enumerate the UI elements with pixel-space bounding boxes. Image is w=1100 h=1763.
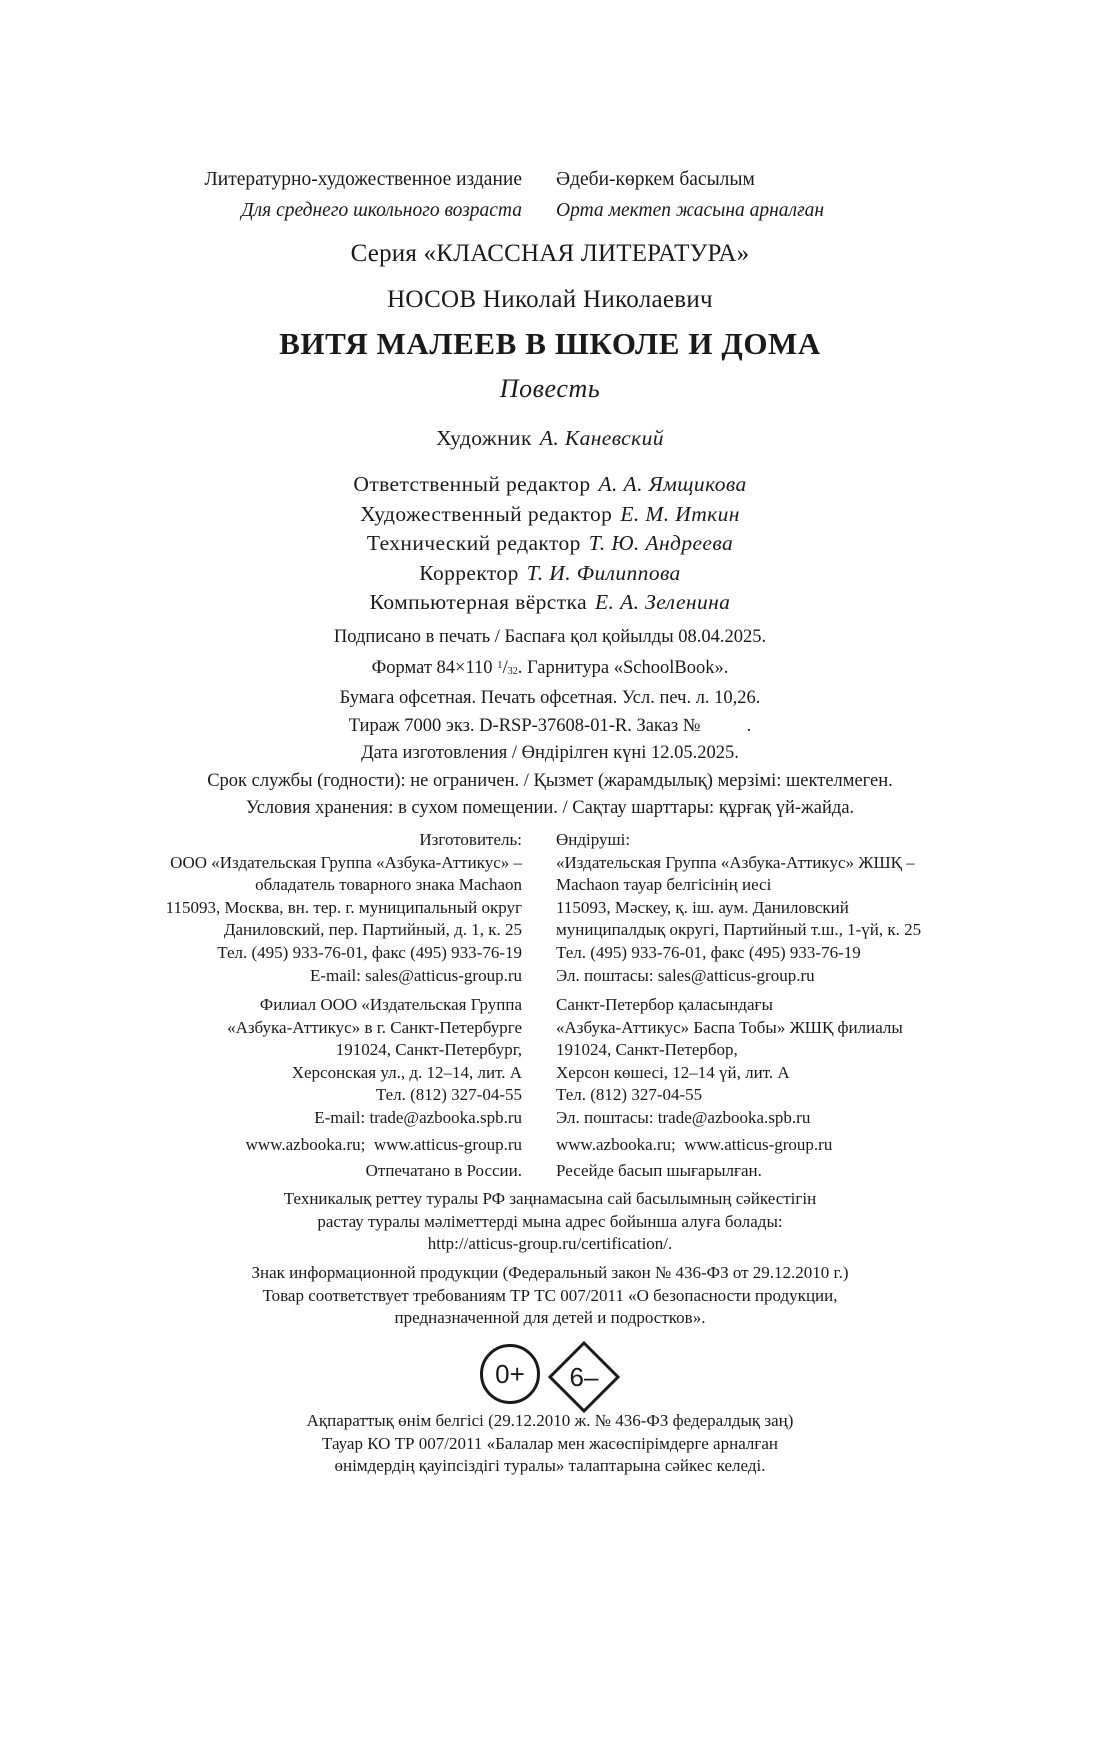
manufacturer-name: ООО «Издательская Группа «Азбука-Аттикус» – (170, 852, 522, 872)
credit-role: Ответственный редактор (353, 472, 591, 496)
phone-line: Тел. (812) 327-04-55 (556, 1085, 703, 1105)
law-line: Товар соответствует требованиям ТР ТС 007/2011 «О безопасности продукции, (262, 1285, 838, 1305)
manufacturer-kz (556, 829, 1100, 987)
printed-in: Ресейде басып шығарылған. (556, 1161, 762, 1181)
branch-ru (0, 994, 556, 1183)
typeface: . Гарнитура «SchoolBook». (517, 657, 729, 678)
law-line: өнімдердің қауіпсіздігі туралы» талаптарына сәйкес келеді. (334, 1456, 766, 1476)
branch-kz (556, 994, 1100, 1183)
manufacturer-block (0, 829, 1100, 987)
manufacturer-ru (0, 829, 556, 987)
phone-line: Тел. (495) 933-76-01, факс (495) 933-76-19 (556, 942, 861, 962)
websites: www.azbooka.ru; www.atticus-group.ru (245, 1134, 522, 1154)
law-note-kz (0, 1410, 1100, 1478)
address-line: Херсонская ул., д. 12–14, лит. А (291, 1062, 522, 1082)
edition-header-ru (0, 164, 556, 226)
age-limit-label: 6– (569, 1361, 599, 1392)
print-run: Тираж 7000 экз. D-RSP-37608-01-R. Заказ № . (348, 715, 752, 736)
author-name: НОСОВ Николай Николаевич (387, 286, 713, 313)
credit-line (0, 559, 1100, 589)
credit-line (0, 529, 1100, 559)
law-line: Тауар КО ТР 007/2011 «Балалар мен жасөспірімдерге арналған (321, 1433, 778, 1453)
websites: www.azbooka.ru; www.atticus-group.ru (556, 1134, 833, 1154)
branch-name: Санкт-Петербор қаласындағы (556, 995, 773, 1014)
email-line: Эл. поштасы: trade@azbooka.spb.ru (556, 1107, 811, 1127)
age-limit-diamond-icon (548, 1341, 620, 1413)
address-line: Даниловский, пер. Партийный, д. 1, к. 25 (223, 920, 522, 940)
credit-role: Художник (436, 426, 532, 450)
credit-line (0, 500, 1100, 530)
paper-line: Бумага офсетная. Печать офсетная. Усл. печ. л. 10,26. (339, 688, 761, 708)
manufacturer-label: Изготовитель: (419, 830, 522, 849)
law-line: предназначенной для детей и подростков». (394, 1308, 706, 1328)
series-name: Серия «КЛАССНАЯ ЛИТЕРАТУРА» (350, 240, 750, 267)
format-size: Формат 84×110 (371, 657, 493, 678)
format-fraction-den: 32 (507, 665, 518, 677)
credit-name: Е. М. Иткин (620, 501, 740, 526)
law-line: Ақпараттық өнім белгісі (29.12.2010 ж. № 436-ФЗ федералдық заң) (306, 1411, 794, 1430)
credit-line (0, 470, 1100, 500)
age-rating-circle-icon: 0+ (480, 1344, 540, 1404)
email-line: E-mail: sales@atticus-group.ru (309, 965, 522, 985)
law-note-ru (0, 1262, 1100, 1330)
format-line: Формат 84×110 $^1/_{32}$. Гарнитура «SchoolBook». (371, 657, 729, 678)
audience-ru: Для среднего школьного возраста (241, 200, 522, 221)
phone-line: Тел. (812) 327-04-55 (375, 1085, 522, 1105)
credit-role: Технический редактор (366, 531, 581, 555)
credit-role: Корректор (419, 560, 519, 585)
age-badges (0, 1341, 1100, 1413)
audience-kz: Орта мектеп жасына арналған (556, 200, 825, 221)
branch-name: Филиал ООО «Издательская Группа (259, 995, 522, 1014)
credit-artist (0, 424, 1100, 454)
edition-header-kz (556, 164, 1100, 226)
shelf-life: Срок службы (годности): не ограничен. / Қызмет (жарамдылық) мерзімі: шектелмеген. (207, 770, 893, 791)
manufacture-date: Дата изготовления / Өндірілген күні 12.05.2025. (361, 743, 739, 763)
credit-role: Художественный редактор (360, 501, 613, 526)
book-genre: Повесть (499, 374, 601, 403)
edition-type-ru: Литературно-художественное издание (204, 169, 522, 190)
address-line: Херсон көшесі, 12–14 үй, лит. А (556, 1062, 790, 1082)
print-details (0, 624, 1100, 823)
address-line: 115093, Мәскеу, қ. іш. аум. Даниловский (556, 897, 849, 917)
credit-line (0, 588, 1100, 618)
trademark-line: Machaon тауар белгісінің иесі (556, 875, 772, 895)
book-title: ВИТЯ МАЛЕЕВ В ШКОЛЕ И ДОМА (279, 326, 821, 361)
manufacturer-label: Өндіруші: (556, 830, 631, 849)
credit-name: Т. Ю. Андреева (588, 531, 734, 555)
email-line: E-mail: trade@azbooka.spb.ru (314, 1107, 522, 1127)
branch-name: «Азбука-Аттикус» Баспа Тобы» ЖШҚ филиалы (556, 1017, 903, 1037)
law-line: Знак информационной продукции (Федеральный закон № 436-ФЗ от 29.12.2010 г.) (251, 1263, 849, 1282)
credit-role: Компьютерная вёрстка (369, 590, 588, 614)
manufacturer-name: «Издательская Группа «Азбука-Аттикус» ЖШҚ – (556, 852, 915, 872)
address-line: 191024, Санкт-Петербор, (556, 1040, 738, 1060)
trademark-line: обладатель товарного знака Machaon (255, 875, 522, 895)
certification-note (0, 1188, 1100, 1256)
edition-type-kz: Әдеби-көркем басылым (556, 169, 755, 190)
storage-conditions: Условия хранения: в сухом помещении. / Сақтау шарттары: құрғақ үй-жайда. (245, 798, 855, 818)
format-fraction-num: 1 (497, 658, 503, 671)
cert-line: растау туралы мәліметтерді мына адрес бойынша алуға болады: (317, 1211, 783, 1231)
credit-name: Е. А. Зеленина (595, 590, 731, 614)
credit-name: А. А. Ямщикова (598, 472, 747, 496)
address-line: 115093, Москва, вн. тер. г. муниципальный округ (165, 897, 522, 917)
address-line: 191024, Санкт-Петербург, (335, 1040, 522, 1060)
signed-date: Подписано в печать / Баспаға қол қойылды 08.04.2025. (333, 627, 767, 647)
credits-staff (0, 470, 1100, 618)
printed-in: Отпечатано в России. (365, 1161, 522, 1181)
email-line: Эл. поштасы: sales@atticus-group.ru (556, 965, 815, 985)
credit-name: Т. И. Филиппова (526, 560, 681, 585)
branch-name: «Азбука-Аттикус» в г. Санкт-Петербурге (227, 1017, 522, 1037)
credit-name: А. Каневский (539, 426, 664, 450)
address-line: муниципалдық округі, Партийный т.ш., 1-үй, к. 25 (556, 920, 922, 940)
branch-block (0, 994, 1100, 1183)
phone-line: Тел. (495) 933-76-01, факс (495) 933-76-19 (217, 942, 522, 962)
cert-line: Техникалық реттеу туралы РФ заңнамасына сай басылымның сәйкестігін (283, 1189, 817, 1208)
cert-url: http://atticus-group.ru/certification/. (427, 1234, 673, 1254)
edition-header (0, 164, 1100, 226)
